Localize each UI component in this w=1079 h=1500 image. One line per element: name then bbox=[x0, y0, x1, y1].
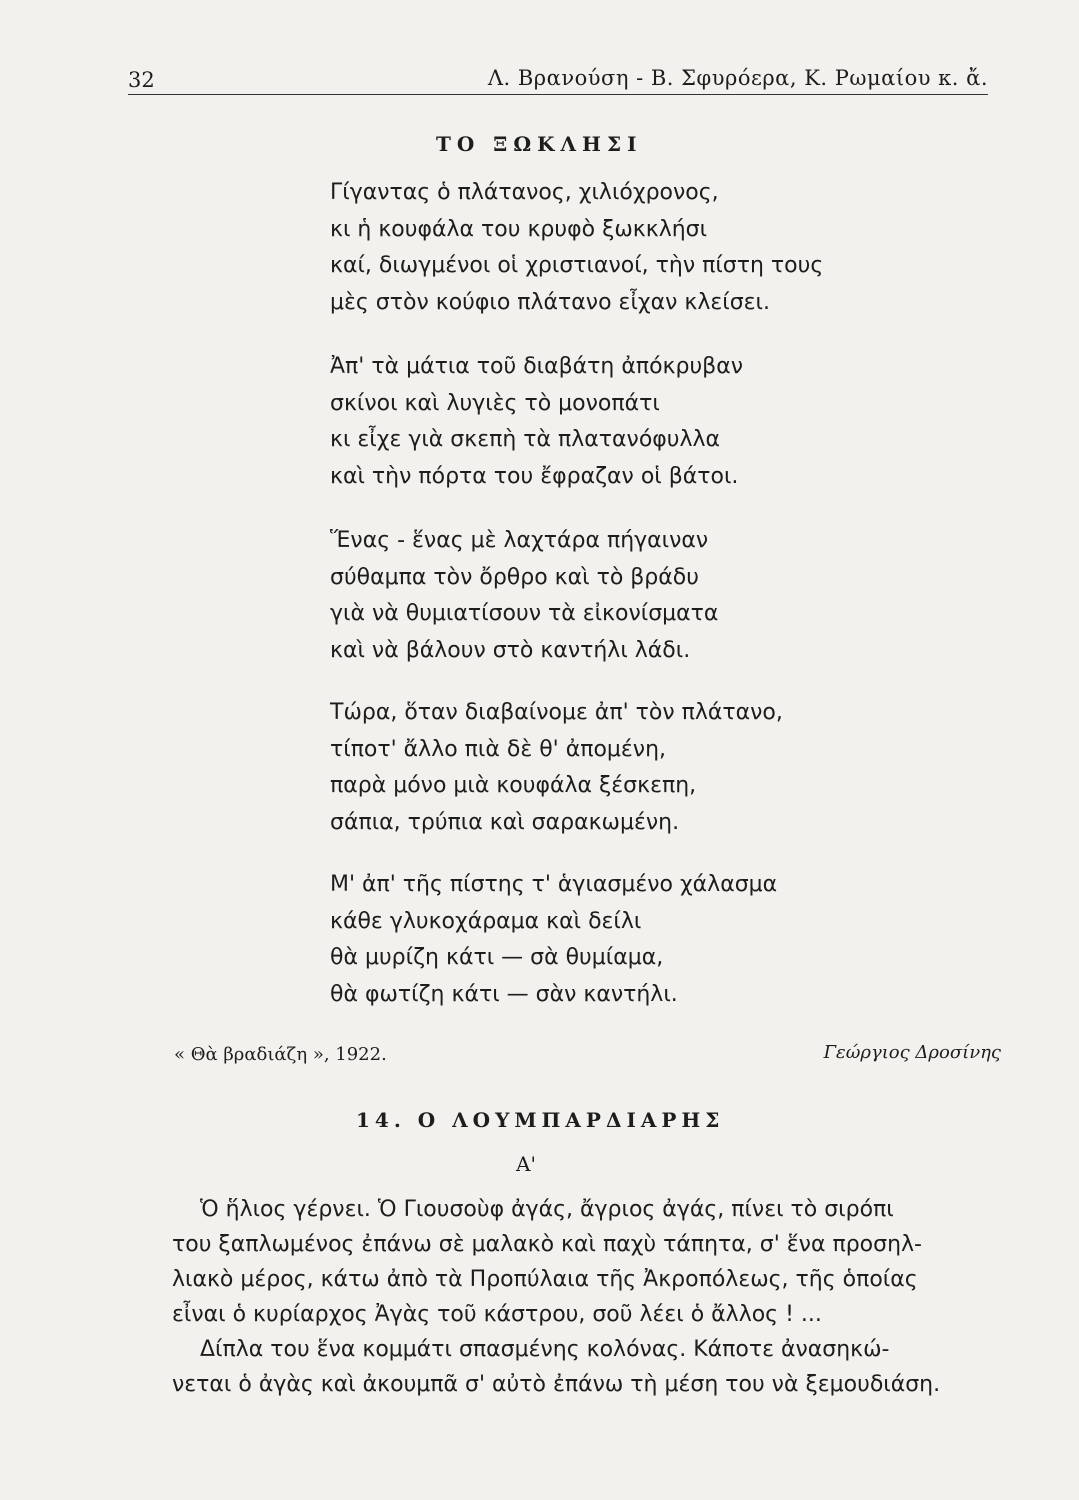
verse-line: Μ' ἀπ' τῆς πίστης τ' ἁγιασμένο χάλασμα bbox=[330, 872, 778, 897]
stanza-5 bbox=[330, 867, 970, 1013]
prose-line: Ὁ ἥλιος γέρνει. Ὁ Γιουσοὺφ ἀγάς, ἄγριος ἀγάς, πίνει τὸ σιρόπι bbox=[200, 1197, 894, 1222]
prose-body bbox=[172, 1192, 1002, 1402]
verse-line: παρὰ μόνο μιὰ κουφάλα ξέσκεπη, bbox=[330, 773, 697, 798]
prose-line: εἶναι ὁ κυρίαρχος Ἀγὰς τοῦ κάστρου, σοῦ λέει ὁ ἄλλος ! ... bbox=[172, 1302, 822, 1327]
poem-title: ΤΟ ΞΩΚΛΗΣΙ bbox=[436, 132, 643, 156]
verse-line: καὶ νὰ βάλουν στὸ καντήλι λάδι. bbox=[330, 637, 691, 663]
stanza-4 bbox=[330, 695, 970, 841]
verse-line: Τώρα, ὅταν διαβαίνομε ἀπ' τὸν πλάτανο, bbox=[330, 700, 783, 725]
stanza-2 bbox=[330, 349, 970, 495]
header-rule bbox=[128, 94, 988, 95]
verse-line: τίποτ' ἄλλο πιὰ δὲ θ' ἀπομένη, bbox=[330, 736, 667, 762]
running-head: Λ. Βρανούση - Β. Σφυρόερα, Κ. Ρωμαίου κ. ἄ. bbox=[487, 66, 988, 90]
verse-line: γιὰ νὰ θυμιατίσουν τὰ εἰκονίσματα bbox=[330, 601, 719, 626]
verse-line: σύθαμπα τὸν ὄρθρο καὶ τὸ βράδυ bbox=[330, 564, 699, 590]
verse-line: Ἕνας - ἕνας μὲ λαχτάρα πήγαιναν bbox=[330, 528, 709, 553]
page-number: 32 bbox=[128, 68, 155, 92]
verse-line: σκίνοι καὶ λυγιὲς τὸ μονοπάτι bbox=[330, 390, 660, 416]
verse-line: μὲς στὸν κούφιο πλάτανο εἶχαν κλείσει. bbox=[330, 289, 770, 315]
prose-line: νεται ὁ ἀγὰς καὶ ἀκουμπᾶ σ' αὐτὸ ἐπάνω τὴ μέση του νὰ ξεμουδιάση. bbox=[172, 1372, 941, 1397]
prose-line: του ξαπλωμένος ἐπάνω σὲ μαλακὸ καὶ παχὺ τάπητα, σ' ἕνα προσηλ- bbox=[172, 1232, 922, 1257]
verse-line: Ἀπ' τὰ μάτια τοῦ διαβάτη ἀπόκρυβαν bbox=[330, 354, 744, 379]
verse-line: θὰ φωτίζη κάτι — σὰν καντήλι. bbox=[330, 981, 678, 1007]
verse-line: καί, διωγμένοι οἱ χριστιανοί, τὴν πίστη τους bbox=[330, 253, 824, 278]
verse-line: κι εἶχε γιὰ σκεπὴ τὰ πλατανόφυλλα bbox=[330, 427, 721, 452]
chapter-title: 14. Ο ΛΟΥΜΠΑΡΔΙΑΡΗΣ bbox=[356, 1108, 725, 1132]
stanza-1 bbox=[330, 175, 970, 321]
prose-line: Δίπλα του ἕνα κομμάτι σπασμένης κολόνας. Κάποτε ἀνασηκώ- bbox=[200, 1337, 890, 1362]
verse-line: κι ἡ κουφάλα του κρυφὸ ξωκκλήσι bbox=[330, 216, 708, 242]
verse-line: Γίγαντας ὁ πλάτανος, χιλιόχρονος, bbox=[330, 180, 719, 205]
poem-source: « Θὰ βραδιάζη », 1922. bbox=[174, 1044, 387, 1065]
verse-line: σάπια, τρύπια καὶ σαρακωμένη. bbox=[330, 809, 680, 835]
prose-line: λιακὸ μέρος, κάτω ἀπὸ τὰ Προπύλαια τῆς Ἀκροπόλεως, τῆς ὁποίας bbox=[172, 1267, 918, 1292]
verse-line: θὰ μυρίζη κάτι — σὰ θυμίαμα, bbox=[330, 945, 664, 970]
verse-line: κάθε γλυκοχάραμα καὶ δείλι bbox=[330, 908, 642, 934]
page-header bbox=[128, 58, 988, 96]
stanza-3 bbox=[330, 523, 970, 669]
poet-name: Γεώργιος Δροσίνης bbox=[823, 1042, 1001, 1063]
chapter-subtitle: Α' bbox=[516, 1152, 536, 1176]
verse-line: καὶ τὴν πόρτα του ἔφραζαν οἱ βάτοι. bbox=[330, 463, 739, 489]
